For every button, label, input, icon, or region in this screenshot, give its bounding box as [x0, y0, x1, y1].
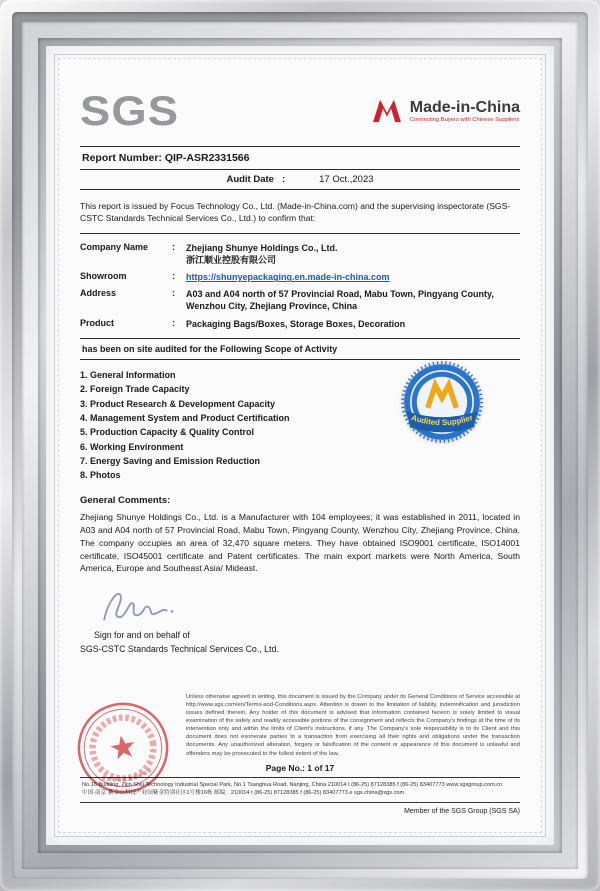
scope-item: 1. General Information	[80, 369, 176, 380]
badge-label: Audited Supplier	[410, 412, 474, 427]
scope-area	[80, 360, 520, 485]
scope-item: 8. Photos	[80, 470, 121, 481]
field-row-company-name	[80, 242, 520, 266]
field-label: Product	[80, 317, 115, 328]
made-in-china-name: Made-in-China	[409, 98, 520, 116]
audit-date-label: Audit Date	[226, 174, 274, 185]
field-colon: :	[172, 288, 175, 299]
logo-row	[80, 87, 520, 134]
audit-date-value: 17 Oct.,2023	[319, 174, 374, 185]
general-comments-body: Zhejiang Shunye Holdings Co., Ltd. is a Manufacturer with 104 employees; it was established in 2011, located in A03 and A04 north of 57 Provincial Road, Mabu Town, Pingyang County, Wenzhou City, Zhejiang Province, China. The company occupies an area of 32,470 square meters. They have obtained ISO9001 certificate, ISO14001 certificate, ISO45001 certificate and Patent certificates. The main export markets were North America, South America, Europe and Southeast Asia/ Mideast.	[80, 511, 520, 574]
signature-block	[80, 629, 520, 656]
document-content	[58, 58, 542, 833]
made-in-china-m-icon	[371, 98, 403, 124]
audit-report-document	[46, 46, 554, 845]
sign-for-text: Sign for and on behalf of	[94, 630, 190, 641]
field-colon: :	[172, 317, 175, 328]
page-number: Page No.: 1 of 17	[265, 762, 335, 773]
audited-supplier-badge-icon	[400, 360, 484, 444]
field-value: A03 and A04 north of 57 Provincial Road, Mabu Town, Pingyang County, Wenzhou City, Zhejiang Province, China	[186, 289, 494, 312]
field-value: Packaging Bags/Boxes, Storage Boxes, Decoration	[186, 318, 406, 329]
intro-paragraph: This report is issued by Focus Technology Co., Ltd. (Made-in-China.com) and the supervising inspectorate (SGS-CSTC Standards Technical Services Co., Ltd.) to confirm that:	[80, 200, 520, 234]
field-colon: :	[172, 241, 175, 252]
made-in-china-wordmark	[410, 99, 520, 124]
field-label: Company Name	[80, 241, 149, 252]
company-fields	[80, 237, 520, 335]
field-row-showroom	[80, 271, 520, 283]
field-row-address	[80, 288, 520, 312]
field-label: Showroom	[80, 271, 127, 282]
signature	[96, 583, 226, 627]
audit-date-colon: :	[281, 174, 286, 185]
scope-item: 5. Production Capacity & Quality Control	[80, 427, 255, 438]
company-name-en: Zhejiang Shunye Holdings Co., Ltd.	[186, 242, 338, 253]
field-value	[186, 271, 520, 283]
general-comments-heading: General Comments:	[80, 494, 171, 506]
field-row-product	[80, 318, 520, 330]
sgs-logo: SGS	[80, 87, 180, 134]
field-value	[186, 242, 520, 266]
field-colon: :	[172, 271, 175, 282]
sgs-member-line: Member of the SGS Group (SGS SA)	[404, 808, 520, 815]
red-seal-stamp-icon	[74, 699, 172, 797]
address-cn: 中国·南京·紫金山科技产业园紫金特别社区1号楼16栋 邮编：210014 t (86-25) 87128385 f (86-25) 83407773 e sgs.china@sgs.com	[82, 790, 405, 797]
sign-company-text: SGS-CSTC Standards Technical Services Co., Ltd.	[80, 643, 279, 654]
scope-item: 7. Energy Saving and Emission Reduction	[80, 456, 261, 467]
showroom-link[interactable]: https://shunyepackaging.en.made-in-china.com	[186, 272, 390, 283]
audit-date-row	[80, 170, 520, 190]
report-header	[80, 146, 520, 190]
report-number: Report Number: QIP-ASR2331566	[80, 147, 520, 170]
scope-item: 2. Foreign Trade Capacity	[80, 384, 190, 395]
scope-heading: has been on site audited for the Following Scope of Activity	[80, 338, 520, 360]
made-in-china-logo	[371, 98, 520, 124]
scope-item: 6. Working Environment	[80, 441, 184, 452]
legal-disclaimer: Unless otherwise agreed in writing, this document is issued by the Company under its General Conditions of Service accessible at http://www.sgs.com/en/Terms-and-Conditions.aspx. Attention is drawn to the limitation of liability, indemnification and jurisdiction issues defined therein. Any holder of this document is advised that information contained hereon is solely limited to visual examination of the safely and readily accessible portions of the consignment and reflects the Company's findings at the time of its intervention only and within the limits of Client's instructions, if any. The Company's sole responsibility is to its Client and this document does not exonerate parties to a transaction from exercising all their rights and obligations under the transaction documents. Any unauthorized alteration, forgery or falsification of the content or appearance of this document is unlawful and offenders may be prosecuted to the fullest extent of the law.	[186, 693, 520, 757]
scope-item: 3. Product Research & Development Capacity	[80, 398, 276, 409]
made-in-china-tagline: Connecting Buyers with Chinese Suppliers	[409, 117, 520, 124]
document-footer	[80, 693, 520, 815]
scope-item: 4. Management System and Product Certification	[80, 412, 290, 423]
company-name-cn: 浙江顺业控股有限公司	[186, 255, 277, 266]
field-label: Address	[80, 288, 117, 299]
address-en: No.16 Building, Zijin Shiji Technology Industrial Special Park, No.1 Tsanghua Road, Nanjing, China 210014 t (86-25) 87128385 f (86-25) 83407773 www.sgsgroup.com.cn	[82, 781, 503, 788]
